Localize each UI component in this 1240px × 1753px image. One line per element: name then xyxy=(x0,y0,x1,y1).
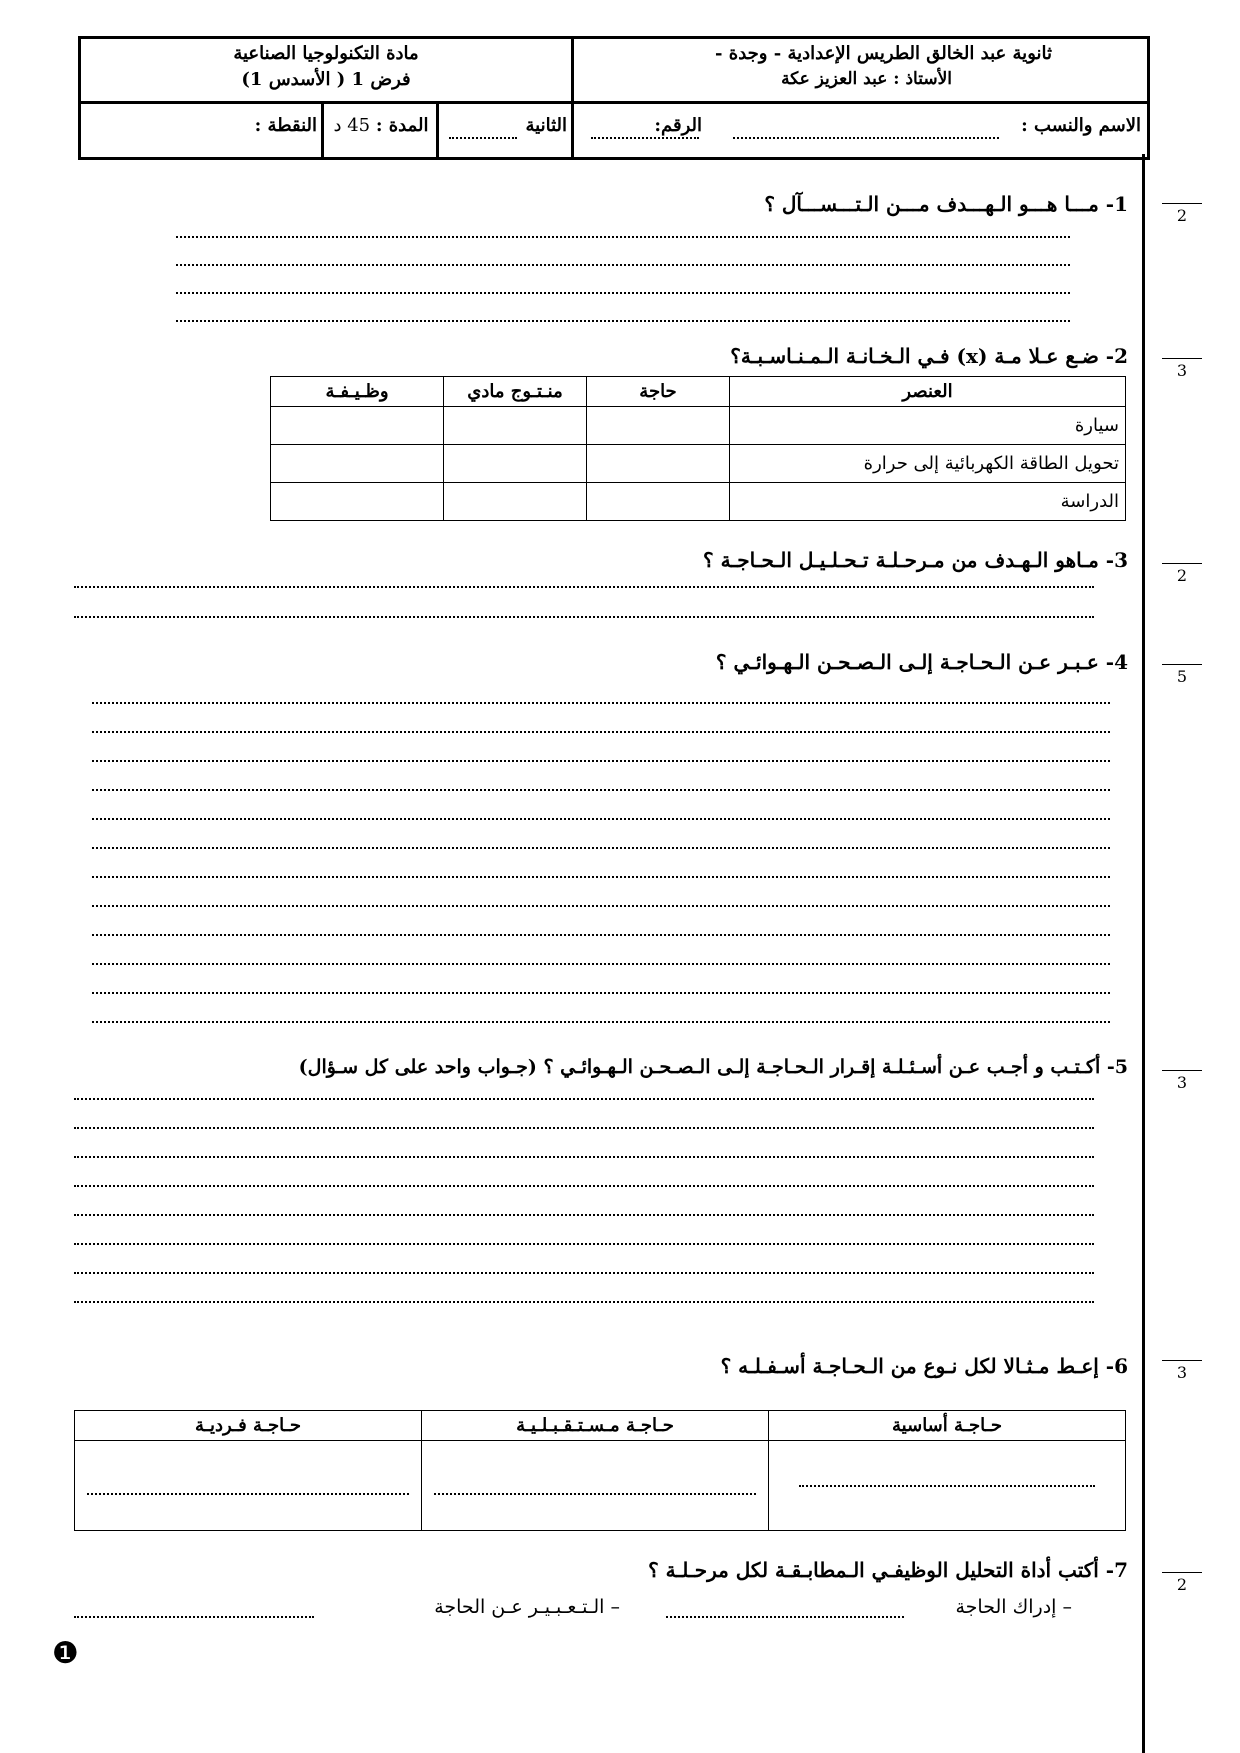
table1-row-label: سيارة xyxy=(730,407,1126,445)
answer-line[interactable] xyxy=(74,1301,1094,1303)
answer-line[interactable] xyxy=(92,789,1110,791)
duration xyxy=(329,115,433,136)
table1-header-function: وظـيـفـة xyxy=(271,377,444,407)
score-label: النقطة : xyxy=(254,115,317,136)
number-field[interactable] xyxy=(591,137,699,139)
answer-line[interactable] xyxy=(74,1214,1094,1216)
answer-line[interactable] xyxy=(92,702,1110,704)
classification-table xyxy=(270,376,1126,521)
answer-line[interactable] xyxy=(176,320,1070,322)
table1-cell-need[interactable] xyxy=(587,445,730,483)
answer-line[interactable] xyxy=(74,1156,1094,1158)
score-mark-q2: 3 xyxy=(1162,358,1202,380)
table2-header-basic: حـاجـة أساسية xyxy=(769,1411,1126,1441)
question-1: 1- مـــا هـــو الـهـــدف مـــن الـتـــســـآل ؟ xyxy=(764,192,1128,216)
answer-line[interactable] xyxy=(74,1098,1094,1100)
question-4: 4- عـبـر عـن الـحـاجـة إلـى الـصـحـن الـهـوائـي ؟ xyxy=(715,650,1128,674)
exam-header xyxy=(78,36,1150,160)
score-mark-q1: 2 xyxy=(1162,203,1202,225)
table1-cell-product[interactable] xyxy=(444,407,587,445)
table2-cell-basic[interactable] xyxy=(769,1441,1126,1531)
answer-line[interactable] xyxy=(92,731,1110,733)
table2-header-individual: حـاجـة فـرديـة xyxy=(75,1411,422,1441)
answer-line[interactable] xyxy=(92,760,1110,762)
q7-answer-expression[interactable] xyxy=(74,1616,314,1618)
answer-line[interactable] xyxy=(176,236,1070,238)
table1-cell-need[interactable] xyxy=(587,483,730,521)
margin-rule xyxy=(1142,154,1145,1753)
answer-line[interactable] xyxy=(92,963,1110,965)
answer-line[interactable] xyxy=(92,1021,1110,1023)
table1-cell-function[interactable] xyxy=(271,407,444,445)
question-7: 7- أكتب أداة التحليل الوظيفـي الـمطابـقـة لكل مرحـلـة ؟ xyxy=(648,1558,1128,1582)
answer-line[interactable] xyxy=(176,264,1070,266)
table2-cell-individual[interactable] xyxy=(75,1441,422,1531)
answer-line[interactable] xyxy=(74,586,1094,588)
q7-answer-perception[interactable] xyxy=(666,1616,904,1618)
table1-cell-function[interactable] xyxy=(271,483,444,521)
needs-table xyxy=(74,1410,1126,1531)
answer-line[interactable] xyxy=(74,1185,1094,1187)
school-name: ثانوية عبد الخالق الطريس الإعدادية - وجدة - xyxy=(715,43,1052,64)
answer-line[interactable] xyxy=(176,292,1070,294)
question-2: 2- ضـع عـلا مـة (x) فـي الـخـانـة الـمـنـاسـبـة؟ xyxy=(730,344,1128,368)
table1-row-label: تحويل الطاقة الكهربائية إلى حرارة xyxy=(730,445,1126,483)
table1-header-element: العنصر xyxy=(730,377,1126,407)
answer-line[interactable] xyxy=(92,934,1110,936)
score-mark-q7: 2 xyxy=(1162,1572,1202,1594)
score-mark-q3: 2 xyxy=(1162,563,1202,585)
table1-cell-function[interactable] xyxy=(271,445,444,483)
score-mark-q4: 5 xyxy=(1162,664,1202,686)
table1-header-product: منـتـوج مادي xyxy=(444,377,587,407)
table1-cell-need[interactable] xyxy=(587,407,730,445)
table2-header-future: حـاجـة مـسـتـقـبـلـيـة xyxy=(422,1411,769,1441)
table1-header-need: حاجة xyxy=(587,377,730,407)
answer-line[interactable] xyxy=(74,1127,1094,1129)
teacher-name: الأستاذ : عبد العزيز عكة xyxy=(781,69,952,89)
table1-row-label: الدراسة xyxy=(730,483,1126,521)
q7-item-expression: – الـتـعـبـيـر عـن الحاجة xyxy=(434,1596,620,1618)
question-3: 3- مـاهو الـهـدف من مـرحـلـة تـحـلـيـل الـحـاجـة ؟ xyxy=(703,548,1128,572)
duration-value: 45 د xyxy=(333,115,371,136)
q7-item-perception: – إدراك الحاجة xyxy=(955,1596,1072,1618)
name-field[interactable] xyxy=(733,137,999,139)
answer-line[interactable] xyxy=(92,905,1110,907)
question-6: 6- إعـط مـثـالا لكل نـوع من الـحـاجـة أسـفـلـه ؟ xyxy=(720,1354,1128,1378)
answer-line[interactable] xyxy=(74,1272,1094,1274)
score-mark-q6: 3 xyxy=(1162,1360,1202,1382)
question-5: 5- أكـتـب و أجـب عـن أسـئـلـة إقـرار الـحـاجـة إلـى الـصـحـن الـهـوائـي ؟ (جـواب واحد على كل سـؤال) xyxy=(298,1056,1128,1078)
class-label: الثانية xyxy=(525,115,567,136)
page-number: ❶ xyxy=(52,1636,79,1671)
name-label: الاسم والنسب : xyxy=(1021,115,1141,136)
answer-line[interactable] xyxy=(74,616,1094,618)
duration-label: المدة : xyxy=(375,115,429,136)
score-mark-q5: 3 xyxy=(1162,1070,1202,1092)
subject-title: مادة التكنولوجيا الصناعية xyxy=(233,43,419,64)
answer-line[interactable] xyxy=(92,876,1110,878)
answer-line[interactable] xyxy=(92,992,1110,994)
table1-cell-product[interactable] xyxy=(444,445,587,483)
answer-line[interactable] xyxy=(92,847,1110,849)
answer-line[interactable] xyxy=(74,1243,1094,1245)
table2-cell-future[interactable] xyxy=(422,1441,769,1531)
table1-cell-product[interactable] xyxy=(444,483,587,521)
exam-title: فرض 1 ( الأسدس 1) xyxy=(241,69,411,90)
class-field[interactable] xyxy=(449,137,517,139)
number-label: الرقم: xyxy=(654,115,702,136)
answer-line[interactable] xyxy=(92,818,1110,820)
